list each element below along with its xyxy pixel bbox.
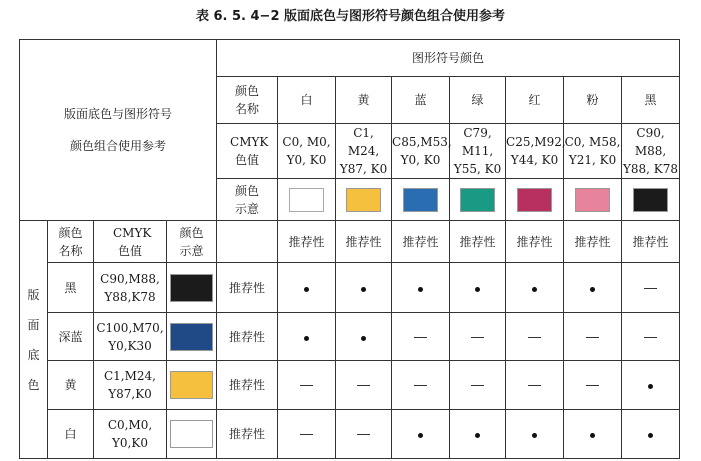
recommend-label: 推荐性 <box>217 410 278 459</box>
not-recommended-dash <box>528 337 541 338</box>
not-recommended-dash <box>528 385 541 386</box>
cmyk-line2: Y0, K0 <box>286 153 327 167</box>
color-swatch <box>170 274 213 302</box>
symbol-color-name: 蓝 <box>392 77 450 124</box>
recommended-dot <box>418 287 423 292</box>
recommend-header: 推荐性 <box>392 221 450 263</box>
recommended-dot <box>648 433 653 438</box>
cmyk-line2: Y0, K0 <box>400 153 441 167</box>
cmyk-line1: C85,M53, <box>392 135 452 149</box>
cmyk-line2: Y21, K0 <box>568 153 617 167</box>
cmyk-line2: Y55, K0 <box>453 162 502 176</box>
symbol-color-name: 白 <box>278 77 336 124</box>
bg-color-cmyk <box>94 263 167 313</box>
not-recommended-dash <box>471 385 484 386</box>
bg-color-cmyk <box>94 410 167 459</box>
corner-line2: 颜色组合使用参考 <box>70 139 167 153</box>
compatibility-cell <box>506 313 564 361</box>
compatibility-cell <box>506 410 564 459</box>
cmyk-line1: C1,M24, <box>103 369 156 383</box>
symbol-color-cmyk <box>336 124 392 179</box>
symbol-color-name: 粉 <box>564 77 622 124</box>
compatibility-cell <box>450 313 506 361</box>
symbol-color-cmyk <box>506 124 564 179</box>
table-title: 表 6. 5. 4−2 版面底色与图形符号颜色组合使用参考 <box>195 9 506 24</box>
recommended-dot <box>648 384 653 389</box>
recommend-label: 推荐性 <box>217 361 278 410</box>
corner-cell <box>20 40 217 221</box>
cmyk-line1: C90, M88, <box>634 126 667 158</box>
not-recommended-dash <box>586 385 599 386</box>
symbol-color-name: 黑 <box>622 77 680 124</box>
recommended-dot <box>361 336 366 341</box>
bg-color-name: 白 <box>48 410 94 459</box>
compatibility-cell <box>564 313 622 361</box>
recommended-dot <box>304 336 309 341</box>
cmyk-line1: C100,M70, <box>96 320 164 335</box>
color-swatch <box>633 188 668 212</box>
not-recommended-dash <box>300 385 313 386</box>
symbol-color-swatch-cell <box>622 179 680 221</box>
symbol-color-swatch-cell <box>336 179 392 221</box>
color-swatch <box>403 188 438 212</box>
symbol-color-name: 黄 <box>336 77 392 124</box>
recommended-dot <box>361 287 366 292</box>
cmyk-line2: Y0,K0 <box>112 436 148 450</box>
not-recommended-dash <box>357 385 370 386</box>
cmyk-line1: C1, M24, <box>347 126 380 158</box>
recommend-header: 推荐性 <box>336 221 392 263</box>
compatibility-cell <box>622 361 680 410</box>
compatibility-cell <box>278 263 336 313</box>
bg-color-name: 深蓝 <box>48 313 94 361</box>
symbol-color-swatch-cell <box>450 179 506 221</box>
bg-color-cmyk <box>94 361 167 410</box>
symbol-color-cmyk <box>392 124 450 179</box>
not-recommended-dash <box>644 337 657 338</box>
cmyk-line1: C90,M88, <box>100 271 160 286</box>
recommend-label: 推荐性 <box>217 313 278 361</box>
color-swatch <box>460 188 495 212</box>
cmyk-line2: Y44, K0 <box>510 153 559 167</box>
color-swatch <box>170 371 213 399</box>
color-swatch <box>517 188 552 212</box>
symbol-color-swatch-cell <box>564 179 622 221</box>
color-combination-table <box>19 39 680 459</box>
top-header: 图形符号颜色 <box>217 40 680 77</box>
bg-color-swatch-cell <box>167 313 217 361</box>
symbol-color-cmyk <box>622 124 680 179</box>
not-recommended-dash <box>644 288 657 289</box>
symbol-color-cmyk <box>278 124 336 179</box>
compatibility-cell <box>506 263 564 313</box>
recommend-header: 推荐性 <box>622 221 680 263</box>
recommended-dot <box>418 433 423 438</box>
row-label-swatch: 颜色示意 <box>217 179 278 221</box>
recommend-header: 推荐性 <box>506 221 564 263</box>
compatibility-cell <box>506 361 564 410</box>
recommended-dot <box>532 287 537 292</box>
bg-color-swatch-cell <box>167 361 217 410</box>
vertical-label: 版面底色 <box>20 221 48 459</box>
compatibility-cell <box>336 410 392 459</box>
color-swatch <box>346 188 381 212</box>
color-swatch <box>575 188 610 212</box>
compatibility-cell <box>336 313 392 361</box>
symbol-color-cmyk <box>564 124 622 179</box>
cmyk-line1: C0, M0, <box>282 135 331 149</box>
compatibility-cell <box>622 263 680 313</box>
compatibility-cell <box>450 410 506 459</box>
recommended-dot <box>475 433 480 438</box>
compatibility-cell <box>564 361 622 410</box>
cmyk-line2: Y88,K78 <box>104 289 156 304</box>
sub-header-cmyk: CMYK色值 <box>94 221 167 263</box>
color-swatch <box>170 323 213 351</box>
not-recommended-dash <box>471 337 484 338</box>
cmyk-line2: Y87, K0 <box>339 162 388 176</box>
compatibility-cell <box>392 263 450 313</box>
recommend-label: 推荐性 <box>217 263 278 313</box>
compatibility-cell <box>622 410 680 459</box>
sub-header-name: 颜色名称 <box>48 221 94 263</box>
sub-header-swatch: 颜色示意 <box>167 221 217 263</box>
color-swatch <box>289 188 324 212</box>
not-recommended-dash <box>357 434 370 435</box>
sub-header-blank <box>217 221 278 263</box>
row-label-cmyk: CMYK色值 <box>217 124 278 179</box>
compatibility-cell <box>392 410 450 459</box>
not-recommended-dash <box>414 337 427 338</box>
not-recommended-dash <box>300 434 313 435</box>
cmyk-line2: Y88, K78 <box>622 162 679 176</box>
cmyk-line2: Y0,K30 <box>108 338 152 353</box>
symbol-color-cmyk <box>450 124 506 179</box>
compatibility-cell <box>278 361 336 410</box>
symbol-color-swatch-cell <box>278 179 336 221</box>
compatibility-cell <box>450 263 506 313</box>
recommended-dot <box>304 287 309 292</box>
recommended-dot <box>532 433 537 438</box>
bg-color-swatch-cell <box>167 263 217 313</box>
compatibility-cell <box>392 361 450 410</box>
symbol-color-swatch-cell <box>392 179 450 221</box>
compatibility-cell <box>564 410 622 459</box>
cmyk-line2: Y87,K0 <box>108 387 152 401</box>
compatibility-cell <box>278 410 336 459</box>
compatibility-cell <box>564 263 622 313</box>
bg-color-name: 黄 <box>48 361 94 410</box>
row-label-name: 颜色名称 <box>217 77 278 124</box>
recommend-header: 推荐性 <box>450 221 506 263</box>
bg-color-swatch-cell <box>167 410 217 459</box>
color-swatch <box>170 420 213 448</box>
cmyk-line1: C0, M58, <box>564 135 621 149</box>
compatibility-cell <box>450 361 506 410</box>
cmyk-line1: C79, M11, <box>461 126 494 158</box>
compatibility-cell <box>278 313 336 361</box>
bg-color-cmyk <box>94 313 167 361</box>
symbol-color-name: 绿 <box>450 77 506 124</box>
recommended-dot <box>590 287 595 292</box>
recommended-dot <box>475 287 480 292</box>
recommend-header: 推荐性 <box>278 221 336 263</box>
cmyk-line1: C0,M0, <box>107 418 153 432</box>
compatibility-cell <box>336 263 392 313</box>
cmyk-line1: C25,M92, <box>506 135 566 149</box>
bg-color-name: 黑 <box>48 263 94 313</box>
symbol-color-name: 红 <box>506 77 564 124</box>
not-recommended-dash <box>414 385 427 386</box>
not-recommended-dash <box>586 337 599 338</box>
recommend-header: 推荐性 <box>564 221 622 263</box>
corner-line1: 版面底色与图形符号 <box>64 107 173 121</box>
recommended-dot <box>590 433 595 438</box>
compatibility-cell <box>622 313 680 361</box>
compatibility-cell <box>392 313 450 361</box>
compatibility-cell <box>336 361 392 410</box>
symbol-color-swatch-cell <box>506 179 564 221</box>
